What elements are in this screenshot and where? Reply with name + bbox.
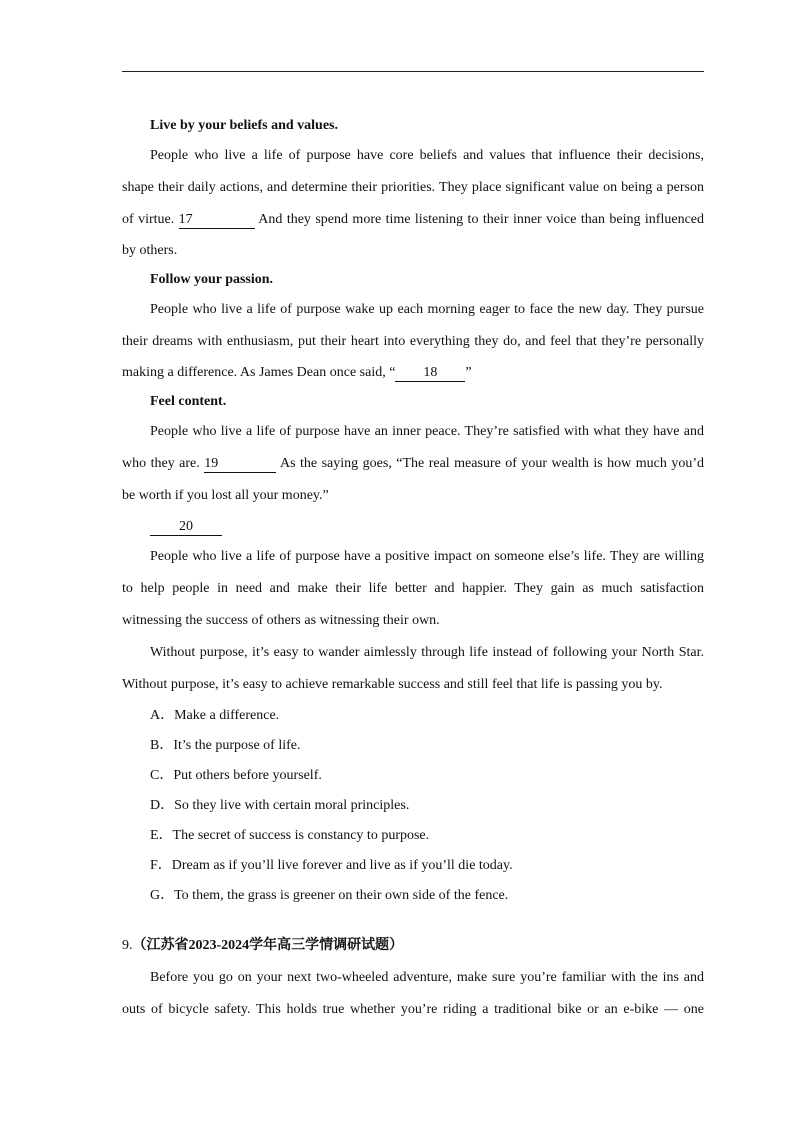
blank-17[interactable]: 17: [179, 212, 255, 229]
heading-content: Feel content.: [150, 394, 227, 409]
heading-passion: Follow your passion.: [150, 272, 274, 287]
beliefs-line-3: [122, 204, 704, 236]
beliefs-line-1: People who live a life of purpose have core beliefs and values that influence their decisions,: [150, 148, 704, 163]
beliefs-line-3-end: And they spend more time listening to their inner voice than being influenced: [254, 212, 704, 227]
q20-line-2: to help people in need and make their life better and happier. They gain as much satisfaction: [122, 581, 704, 596]
blank-19[interactable]: 19: [204, 456, 276, 473]
heading-20: [122, 512, 704, 541]
content-line-1: People who live a life of purpose have an inner peace. They’re satisfied with what they have and: [150, 424, 704, 439]
passion-line-3-end: ”: [465, 365, 472, 380]
content-line-2: [122, 448, 704, 480]
beliefs-line-3-start: of virtue.: [122, 212, 179, 227]
option-a: A．Make a difference.: [150, 708, 280, 723]
question-9-source: （江苏省2023-2024学年高三学情调研试题）: [132, 938, 404, 953]
option-d: D．So they live with certain moral principles.: [150, 798, 410, 813]
blank-20[interactable]: 20: [150, 519, 222, 536]
beliefs-line-4: by others.: [122, 243, 178, 258]
option-c: C．Put others before yourself.: [150, 768, 322, 783]
content-line-3: be worth if you lost all your money.”: [122, 488, 329, 503]
option-e: E．The secret of success is constancy to purpose.: [150, 828, 430, 843]
passion-line-3-start: making a difference. As James Dean once said, “: [122, 365, 396, 380]
document-body: [122, 111, 704, 1026]
question-9-number: 9.: [122, 938, 133, 953]
option-f: F．Dream as if you’ll live forever and live as if you’ll die today.: [150, 858, 513, 873]
passion-line-1: People who live a life of purpose wake up each morning eager to face the new day. They pursue: [150, 302, 704, 317]
passion-line-3: [122, 358, 704, 387]
heading-beliefs: Live by your beliefs and values.: [150, 118, 338, 133]
q20-line-1: People who live a life of purpose have a positive impact on someone else’s life. They are willing: [150, 549, 704, 564]
q9-line-1: Before you go on your next two-wheeled adventure, make sure you’re familiar with the ins and: [150, 970, 704, 985]
content-line-2-end: As the saying goes, “The real measure of your wealth is how much you’d: [276, 456, 704, 471]
beliefs-line-2: shape their daily actions, and determine their priorities. They place significant value on being a person: [122, 180, 704, 195]
question-9-header: [122, 930, 704, 962]
q20-line-3: witnessing the success of others as witnessing their own.: [122, 613, 440, 628]
blank-18[interactable]: 18: [395, 365, 465, 382]
closing-line-2: Without purpose, it’s easy to achieve remarkable success and still feel that life is passing you by.: [122, 677, 663, 692]
content-line-2-start: who they are.: [122, 456, 205, 471]
header-rule: [122, 71, 704, 72]
q9-line-2: outs of bicycle safety. This holds true whether you’re riding a traditional bike or an e-bike — one: [122, 1002, 704, 1017]
option-b: B．It’s the purpose of life.: [150, 738, 301, 753]
passion-line-2: their dreams with enthusiasm, put their heart into everything they do, and feel that they’re personally: [122, 334, 704, 349]
closing-line-1: Without purpose, it’s easy to wander aimlessly through life instead of following your North Star.: [150, 645, 704, 660]
option-g: G．To them, the grass is greener on their own side of the fence.: [150, 888, 509, 903]
